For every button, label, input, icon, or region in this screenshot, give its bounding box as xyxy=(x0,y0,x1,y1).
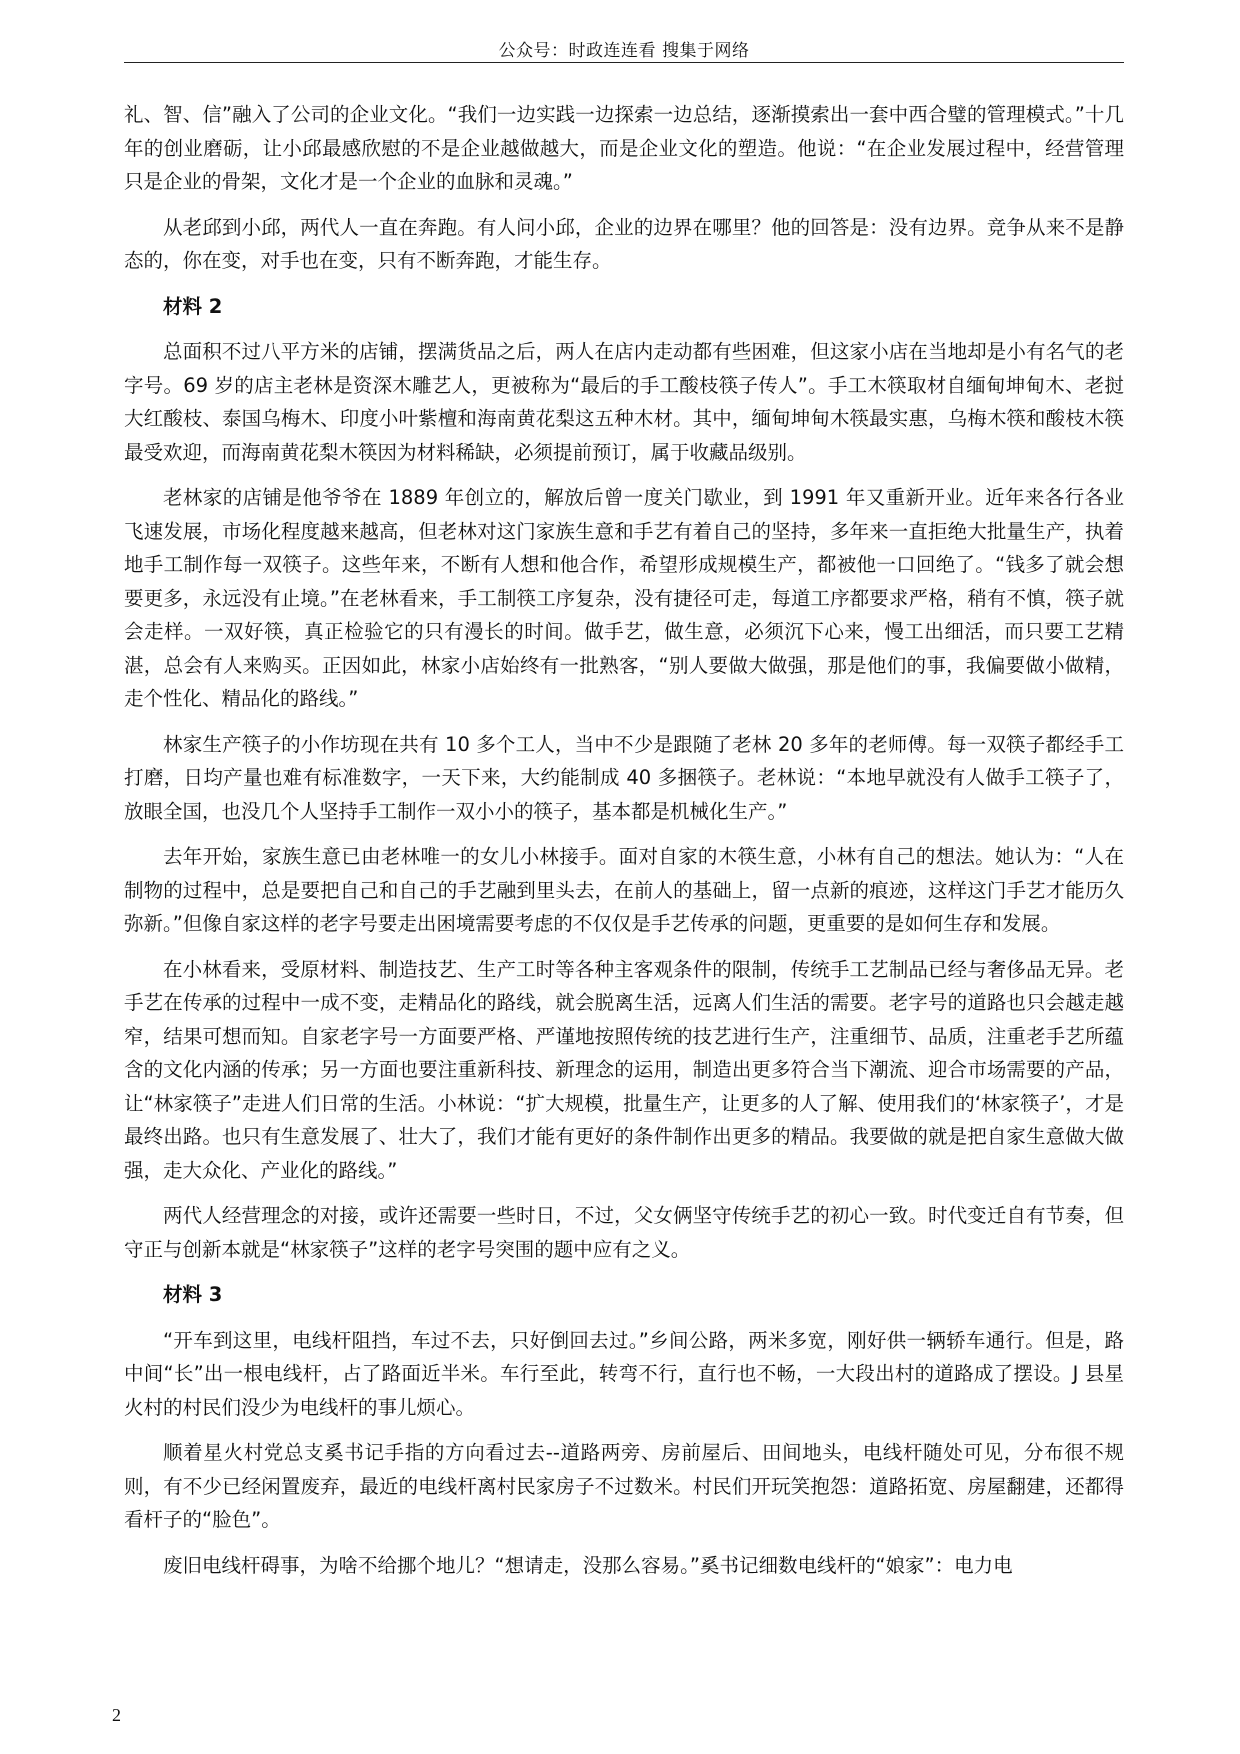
section-heading-material-3: 材料 3 xyxy=(163,1283,223,1306)
paragraph: 老林家的店铺是他爷爷在 1889 年创立的，解放后曾一度关门歇业，到 1991 年又重新开业。近年来各行各业飞速发展，市场化程度越来越高，但老林对这门家族生意和手艺有着自己的坚持，多年来一直拒绝大批量生产，执着地手工制作每一双筷子。这些年来，不断有人想和他合作，希望形成规模生产，都被他一口回绝了。“钱多了就会想要更多，永远没有止境。”在老林看来，手工制筷工序复杂，没有捷径可走，每道工序都要求严格，稍有不慎，筷子就会走样。一双好筷，真正检验它的只有漫长的时间。做手艺，做生意，必须沉下心来，慢工出细活，而只要工艺精湛，总会有人来购买。正因如此，林家小店始终有一批熟客，“别人要做大做强，那是他们的事，我偏要做小做精，走个性化、精品化的路线。” xyxy=(124,486,1124,710)
paragraph: “开车到这里，电线杆阻挡，车过不去，只好倒回去过。”乡间公路，两米多宽，刚好供一辆轿车通行。但是，路中间“长”出一根电线杆，占了路面近半米。车行至此，转弯不行，直行也不畅，一大段出村的道路成了摆设。J 县星火村的村民们没少为电线杆的事儿烦心。 xyxy=(124,1328,1124,1419)
paragraph: 两代人经营理念的对接，或许还需要一些时日，不过，父女俩坚守传统手艺的初心一致。时代变迁自有节奏，但守正与创新本就是“林家筷子”这样的老字号突围的题中应有之义。 xyxy=(124,1204,1124,1261)
paragraph: 顺着星火村党总支奚书记手指的方向看过去--道路两旁、房前屋后、田间地头，电线杆随处可见，分布很不规则，有不少已经闲置废弃，最近的电线杆离村民家房子不过数米。村民们开玩笑抱怨：道路拓宽、房屋翻建，还都得看杆子的“脸色”。 xyxy=(124,1441,1124,1531)
paragraph: 在小林看来，受原材料、制造技艺、生产工时等各种主客观条件的限制，传统手工艺制品已经与奢侈品无异。老手艺在传承的过程中一成不变，走精品化的路线，就会脱离生活，远离人们生活的需要。老字号的道路也只会越走越窄，结果可想而知。自家老字号一方面要严格、严谨地按照传统的技艺进行生产，注重细节、品质，注重老手艺所蕴含的文化内涵的传承；另一方面也要注重新科技、新理念的运用，制造出更多符合当下潮流、迎合市场需要的产品，让“林家筷子”走进人们日常的生活。小林说：“扩大规模，批量生产，让更多的人了解、使用我们的‘林家筷子’，才是最终出路。也只有生意发展了、壮大了，我们才能有更好的条件制作出更多的精品。我要做的就是把自家生意做大做强，走大众化、产业化的路线。” xyxy=(124,957,1124,1182)
document-body xyxy=(124,98,1124,1594)
paragraph: 废旧电线杆碍事，为啥不给挪个地儿？“想请走，没那么容易。”奚书记细数电线杆的“娘家”：电力电 xyxy=(163,1553,1013,1577)
paragraph: 林家生产筷子的小作坊现在共有 10 多个工人，当中不少是跟随了老林 20 多年的老师傅。每一双筷子都经手工打磨，日均产量也难有标准数字，一天下来，大约能制成 40 多捆筷子。老林说：“本地早就没有人做手工筷子了，放眼全国，也没几个人坚持手工制作一双小小的筷子，基本都是机械化生产。” xyxy=(124,732,1124,823)
page-header: 公众号：时政连连看 搜集于网络 xyxy=(498,41,750,61)
paragraph-continued: 礼、智、信”融入了公司的企业文化。“我们一边实践一边探索一边总结，逐渐摸索出一套中西合璧的管理模式。”十几年的创业磨砺，让小邱最感欣慰的不是企业越做越大，而是企业文化的塑造。他说：“在企业发展过程中，经营管理只是企业的骨架，文化才是一个企业的血脉和灵魂。” xyxy=(124,103,1124,193)
page-number: 2 xyxy=(112,1705,121,1725)
paragraph: 从老邱到小邱，两代人一直在奔跑。有人问小邱，企业的边界在哪里？他的回答是：没有边界。竞争从来不是静态的，你在变，对手也在变，只有不断奔跑，才能生存。 xyxy=(124,215,1124,272)
header-rule xyxy=(124,62,1124,63)
section-heading-material-2: 材料 2 xyxy=(163,294,223,318)
paragraph: 去年开始，家族生意已由老林唯一的女儿小林接手。面对自家的木筷生意，小林有自己的想法。她认为：“人在制物的过程中，总是要把自己和自己的手艺融到里头去，在前人的基础上，留一点新的痕迹，这样这门手艺才能历久弥新。”但像自家这样的老字号要走出困境需要考虑的不仅仅是手艺传承的问题，更重要的是如何生存和发展。 xyxy=(124,845,1124,935)
paragraph: 总面积不过八平方米的店铺，摆满货品之后，两人在店内走动都有些困难，但这家小店在当地却是小有名气的老字号。69 岁的店主老林是资深木雕艺人，更被称为“最后的手工酸枝筷子传人”。手工木筷取材自缅甸坤甸木、老挝大红酸枝、泰国乌梅木、印度小叶紫檀和海南黄花梨这五种木材。其中，缅甸坤甸木筷最实惠，乌梅木筷和酸枝木筷最受欢迎，而海南黄花梨木筷因为材料稀缺，必须提前预订，属于收藏品级别。 xyxy=(124,340,1124,464)
